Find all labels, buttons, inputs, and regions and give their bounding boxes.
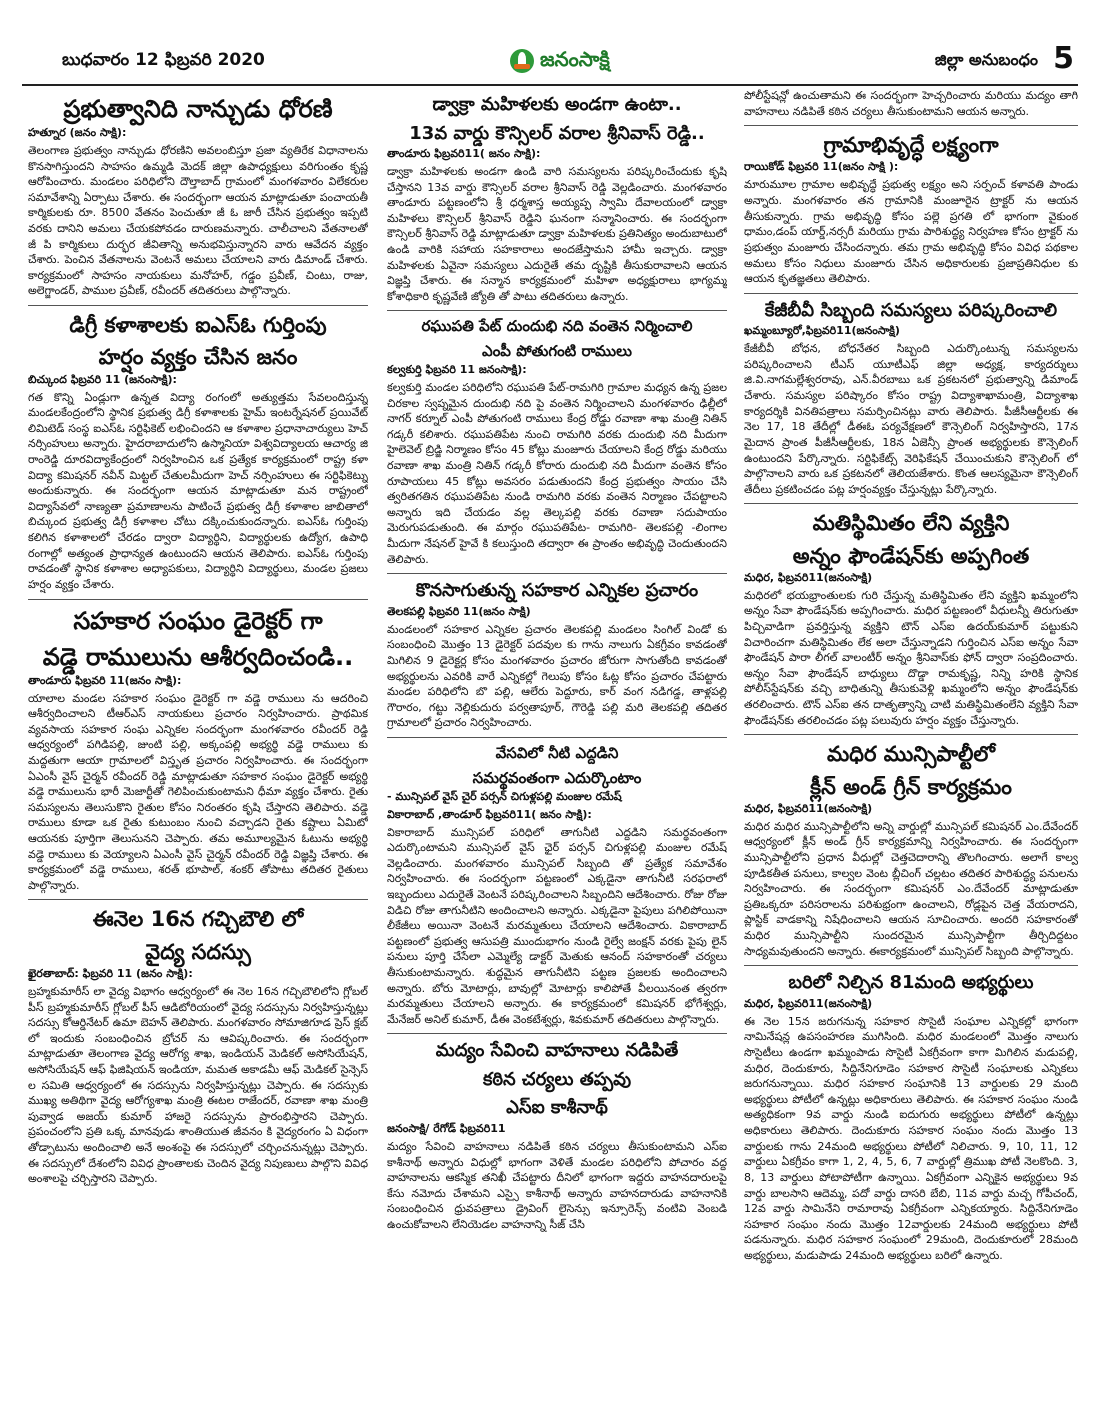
article-body: మధిరలో భయభ్రాంతులకు గురి చేస్తున్న మతిస్థిమితం లేని వ్యక్తిని ఖమ్మంలోని అన్నం సేవా ఫౌండేషన్‌కు అప్పగించారు. మధిర పట్టణంలో వీధులన్నీ తిరుగుతూ పిచ్చివాడిగా ప్రవర్తిస్తున్న వ్యక్తిని టౌన్ ఎస్ఐ ఉదయ్‌కుమార్ పట్టుకుని విచారించగా మతిస్థిమితం లేక అలా చేస్తున్నాడని గుర్తించిన ఎస్ఐ అన్నం సేవా ఫౌండేషన్ పారా లీగల్ వాలంటీర్ అన్నం శ్రీనివాస్‌కు ఫోన్ ద్వారా సంప్రదించారు. అన్నం సేవా ఫౌండేషన్ బాధ్యులు దొడ్డా రామకృష్ణ, నిన్ని హరికి స్థానిక పోలీస్‌స్టేషన్‌కు వచ్చి బాధితున్ని తీసుకువెళ్లి ఖమ్మంలోని అన్నం ఫౌండేషన్‌కు తరలించారు. టౌన్ ఎస్ఐ తన దాతృత్వాన్ని చాటి మతిస్థిమితంలేని వ్యక్తిని సేవా ఫౌండేషన్‌కు తరలించడం పట్ల పలువురు హర్షం వ్యక్తం చేస్తున్నారు. xyxy=(744,588,1078,727)
article-dateline: ఖమ్మంబ్యూరో,ఫిబ్రవరి11(జనంసాక్షి) xyxy=(744,324,900,338)
article-body: కల్వకుర్తి మండల పరిధిలోని రఘుపతి పేట్-రామగిరి గ్రామాల మధ్యన ఉన్న ప్రజల చిరకాల స్వప్నమైన దుందుభి నది పై వంతెన నిర్మించాలని మంగళవారం ఢిల్లీలో నాగర్ కర్నూల్ ఎంపీ పోతుగంటి రాములు కేంద్ర రోడ్డు రవాణా శాఖ మంత్రి నితిన్ గడ్కరీ కలిశారు. రఘుపతిపేట నుంచి రామగిరి వరకు దుందుభి నది మీదుగా హైలెవెల్ బ్రిడ్జి నిర్మాణం కోసం 45 కోట్లు మంజూరు చేయాలని కేంద్ర రోడ్డు మరియు రవాణా శాఖ మంత్రి నితిన్ గడ్కరీ కోరారు దుందుభి నది మీదుగా వంతెన కోసం రూపాయలు 45 కోట్లు అవసరం పడుతుందని కేంద్ర ప్రభుత్వం సాయం చేసి త్వరితగతిన రఘుపతిపేట నుండి రామగిరి వరకు వంతెన నిర్మాణం చేపట్టాలని అన్నారు ఇది చేయడం వల్ల తెల్కపల్లి వరకు రవాణా సదుపాయం మెరుగుపడుతుంది. ఈ మార్గం రఘుపతిపేట- రామగిరి- తెలకపల్లి -లింగాల మీదుగా నేషనల్ హైవే కి కలుస్తుంది తద్వారా ఈ ప్రాంతం అభివృద్ధి చెందుతుందని తెలిపారు. xyxy=(387,380,727,566)
article-body-continued: పోలీస్టేషన్లో ఉంచుతామని ఈ సందర్భంగా హెచ్చరించారు మరియు మద్యం తాగి వాహనాలు నడిపితే కఠిన చర్యలు తీసుకుంటామని ఆయన అన్నారు. xyxy=(744,89,1078,118)
article-divider xyxy=(387,1033,727,1034)
article-dateline: ఖైరతాబాద్: ఫిబ్రవరి 11 (జనం సాక్షి): xyxy=(28,966,193,980)
article-headline: కేజీబీవీ సిబ్బంది సమస్యలు పరిష్కరించాలి xyxy=(764,299,1058,321)
article-dateline: కల్వకుర్తి ఫిబ్రవరి 11 జనంసాక్షి): xyxy=(387,362,527,376)
article-headline: మద్యం సేవించి వాహనాలు నడిపితే xyxy=(435,1040,679,1062)
article-dateline: మధిర, ఫిబ్రవరి11(జనంసాక్షి) xyxy=(744,996,873,1010)
article-divider xyxy=(28,599,368,600)
section-name: జిల్లా అనుబంధం xyxy=(934,50,1038,69)
article-body: కేజీబీవీ బోధన, బోధనేతర సిబ్బంది ఎదుర్కొంటున్న సమస్యలను పరిష్కరించాలని టీఎస్ యూటీఎఫ్ జిల్లా అధ్యక్ష, కార్యదర్శులు జి.వి.నాగమల్లేశ్వరరావు, ఎన్.వీరబాబు ఒక ప్రకటనలో ప్రభుత్వాన్ని డిమాండ్ చేశారు. సమస్యల పరిష్కారం కోసం రాష్ట్ర విద్యాశాఖామంత్రి, విద్యాశాఖ కార్యదర్శికి వినతిపత్రాలు సమర్పించినట్లు వారు తెలిపారు. పీజీసీఆర్టీలకు ఈ నెల 17, 18 తేదీల్లో డీఈఓ పర్యవేక్షణలో కౌన్సెలింగ్ నిర్వహిస్తారని, 17న మైదాన ప్రాంత పీజీసీఆర్టీలకు, 18న ఏజెన్సీ ప్రాంత అభ్యర్థులకు కౌన్సెలింగ్ ఉంటుందని పేర్కొన్నారు. సర్టిఫికేట్స్ వెరిఫికేషన్ చేయించుకుని కౌన్సెలింగ్ లో పాల్గొనాలని వారు ఒక ప్రకటనలో తెలియజేశారు. కొంత ఆలస్యమైనా కౌన్సెలింగ్ తేదీలు ప్రకటించడం పట్ల హర్షంవ్యక్తం చేస్తున్నట్లు పేర్కొన్నారు. xyxy=(744,342,1078,496)
article-headline: కొనసాగుతున్న సహకార ఎన్నికల ప్రచారం xyxy=(415,580,699,602)
article-divider xyxy=(744,734,1078,735)
article-dateline: మధిర, ఫిబ్రవరి11(జనంసాక్షి) xyxy=(744,570,873,584)
article-headline: క్లీన్ అండ్ గ్రీన్ కార్యక్రమం xyxy=(810,774,1012,799)
article-dateline: తాండూరు ఫిబ్రవరి 11(జనం సాక్షి): xyxy=(28,673,182,687)
article-divider xyxy=(744,965,1078,966)
article-dateline: తెలకపల్లి ఫిబ్రవరి 11(జనం సాక్షి) xyxy=(387,604,531,618)
article-columns xyxy=(22,88,1078,1406)
article-headline: వేసవిలో నీటి ఎద్దడిని xyxy=(495,744,619,763)
article-body: మధిర మధిర మున్సిపాల్టీలోని అన్ని వార్డుల్లో మున్సిపల్ కమిషనర్ ఎం.దేవేందర్ ఆధ్వర్యంలో క్లీన్ అండ్ గ్రీన్ కార్యక్రమాన్ని నిర్వహించారు. ఈ సందర్భంగా మున్సిపాల్టీలోని ప్రధాన వీధుల్లో చెత్తచెదారాన్ని తొలగించారు. అలాగే కాల్వ పూడికతీత పనులు, కాల్వల వెంట బ్లీచింగ్ చల్లటం తదితర పారిశుద్ధ్య పనులను నిర్వహించారు. ఈ సందర్భంగా కమిషనర్ ఎం.దేవేందర్ మాట్లాడుతూ ప్రతిఒక్కరూ పరిసరాలను పరిశుభ్రంగా ఉంచాలని, రోడ్లపైన చెత్త వేయరాదని, ప్లాస్టిక్ వాడకాన్ని నిషేధించాలని ఆయన సూచించారు. అందరి సహకారంతో మధిర మున్సిపాల్టీని సుందరమైన మున్సిపాల్టీగా తీర్చిదిద్దటం సాధ్యమవుతుందని అన్నారు. ఈకార్యక్రమంలో మున్సిపల్ సిబ్బంది పాల్గొన్నారు. xyxy=(744,819,1078,958)
article-dateline: హత్నూర (జనం సాక్షి): xyxy=(28,126,127,139)
page-number: 5 xyxy=(1053,41,1074,76)
brand xyxy=(510,44,660,78)
article-headline: సమర్థవంతంగా ఎదుర్కొంటాం xyxy=(472,768,642,787)
article-body: యాలాల మండల సహకార సంఘం డైరెక్టర్ గా వడ్డె రాములు ను ఆదరించి ఆశీర్వదించాలని టీఆర్ఎస్ నాయకులు ప్రచారం నిర్వహించారు. ప్రాథమిక వ్యవసాయ సహకార సంఘ ఎన్నికల సందర్భంగా మంగళవారం రవీందర్ రెడ్డి ఆధ్వర్యంలో పగిడిపల్లి, జుంటి పల్లి, అక్కంపల్లి అభ్యర్థి వడ్డె రాములు కు మద్దతుగా ఆయా గ్రామాలలో విస్తృత ప్రచారం నిర్వహించారు. ఈ సందర్భంగా ఏఎంసీ వైస్ చైర్మన్ రవీందర్ రెడ్డి మాట్లాడుతూ సహకార సంఘం డైరెక్టర్ అభ్యర్థి వడ్డె రాములును భారీ మెజార్టీతో గెలిపించుకుంటామని ధీమా వ్యక్తం చేశారు. రైతు సమస్యలను తెలుసుకొని రైతుల కోసం నిరంతరం కృషి చేస్తారని తెలిపారు. వడ్డె రాములు కూడా ఒక రైతు కుటుంబం నుంచి వచ్చాడని రైతు కష్టాలు ఏమిటో ఆయనకు పూర్తిగా తెలుసునని చెప్పారు. తమ అమూల్యమైన ఓటును అభ్యర్థి వడ్డె రాములు కు వెయ్యాలని ఏఎంసీ వైస్ చైర్మన్ రవీందర్ రెడ్డి విజ్ఞప్తి చేశారు. ఈ కార్యక్రమంలో వడ్డె రాములు, శరత్ భూపాల్, శంకర్ తోపాటు తదితర రైతులు పాల్గొన్నారు. xyxy=(28,691,368,892)
article-body: డ్వాక్రా మహిళలకు అండగా ఉండి వారి సమస్యలను పరిష్కరించేందుకు కృషి చేస్తానని 13వ వార్డు కౌన్సిలర్ వరాల శ్రీనివాస్ రెడ్డి వెల్లడించారు. మంగళవారం తాండూరు పట్టణంలోని శ్రీ ధర్మశాస్త అయ్యప్ప స్వామి దేవాలయంలో డ్వాక్రా మహిళలు కౌన్సిలర్ శ్రీనివాస్ రెడ్డిని ఘనంగా సన్మానించారు. ఈ సందర్భంగా కౌన్సిలర్ శ్రీనివాస్ రెడ్డి మాట్లాడుతూ డ్వాక్రా మహిళలకు ప్రతినిత్యం అందుబాటులో ఉండి వారికి సహాయ సహకారాలు అందజేస్తామని హామీ ఇచ్చారు. డ్వాక్రా మహిళలకు ఏవైనా సమస్యలు ఎదురైతే తమ దృష్టికి తీసుకురావాలని ఆయన విజ్ఞప్తి చేశారు. ఈ సన్మాన కార్యక్రమంలో మహిళా అధ్యక్షురాలు భాగ్యమ్మ కోశాధికారి కృష్ణవేణి జ్యోతి తో పాటు తదితరులు ఉన్నారు. xyxy=(387,165,727,303)
article-dateline: బిచ్కుంద ఫిబ్రవరి 11 (జనంసాక్షి): xyxy=(28,372,177,386)
article-dateline: రాయికోడ్ ఫిబ్రవరి 11(జనం సాక్షి ): xyxy=(744,160,899,174)
article-body: బ్రహ్మకుమారీస్ లా వైద్య విభాగం ఆధ్వర్యంలో ఈ నెల 16న గచ్చిబౌలిలోని గ్లోబల్ పీస్ బ్రహ్మకుమారీస్ గ్లోబల్ పీస్ ఆడిటోరియంలో వైద్య సదస్సును నిర్వహిస్తున్నట్లు సదస్సు కోఆర్డినేటర్ ఉమా బెహన్ తెలిపారు. మంగళవారం సోమాజిగూడ ప్రెస్ క్లబ్ లో ఇందుకు సంబంధించిన బ్రోచర్ ను ఆవిష్కరించారు. ఈ సందర్భంగా మాట్లాడుతూ తెలంగాణ వైద్య ఆరోగ్య శాఖ, ఇండియన్ మెడికల్ అసోసియేషన్, అసోసియేషన్ ఆఫ్ ఫిజిషియన్ ఇండియా, మమత అకాడమీ ఆఫ్ మెడికల్ సైన్సెస్ ల సమితి ఆధ్వర్యంలో ఈ సదస్సును నిర్వహిస్తున్నట్లు చెప్పారు. ఈ సదస్సుకు ముఖ్య అతిథిగా వైద్య ఆరోగ్యశాఖ మంత్రి ఈటల రాజేందర్, రవాణా శాఖ మంత్రి పువ్వాడ అజయ్ కుమార్ హాజరై సదస్సును ప్రారంభిస్తారని చెప్పారు. ప్రపంచంలోని ప్రతి ఒక్క మానవుడు శాంతియుత జీవనం కి వైద్యరంగం ఏ విధంగా తోడ్పాటును అందించాలి అనే అంశంపై ఈ సదస్సులో చర్చించనున్నట్లు చెప్పారు. ఈ సదస్సులో దేశంలోని వివిధ ప్రాంతాలకు చెందిన వైద్య నిపుణులు పాల్గొని వివిధ అంశాలపై చర్చిస్తారని చెప్పారు. xyxy=(28,984,368,1186)
article-headline: 13వ వార్డు కౌన్సిలర్ వరాల శ్రీనివాస్ రెడ్డి.. xyxy=(409,122,705,144)
article-dateline: తాండూరు ఫిబ్రవరి11( జనం సాక్షి): xyxy=(387,147,541,160)
article-divider xyxy=(387,310,727,311)
article-kicker: డ్వాక్రా మహిళలకు అండగా ఉంటా.. xyxy=(432,94,682,115)
article-body: మండలంలో సహకార ఎన్నికల ప్రచారం తెలకపల్లి మండలం సింగిల్ విండో కు సంబంధించి మొత్తం 13 డైరెక్టర్ పదవుల కు గాను నాలుగు ఏకగ్రీవం కావడంతో మిగిలిన 9 డైరెక్టర్ల కోసం మంగళవారం ప్రచారం జోరుగా సాగుతోంది కావడంతో అభ్యర్థులను ఎవరికి వారే ఎన్నికల్లో గెలుపు కోసం ఓట్ల కోసం ప్రచారం చేపట్టారు మండల పరిధిలోని బొ పల్లి, ఆలేరు పెద్దూరు, కార్ వంగ నడిగడ్డ, తాళ్లపల్లి గౌరారం, గట్టు నెల్లికుదురు పర్వతాపూర్, గౌరెడ్డి పల్లి మరి తెలకపల్లి తదితర గ్రామాలలో ప్రచారం నిర్వహించారు. xyxy=(387,622,727,730)
brand-name: జనంసాక్షి xyxy=(540,46,610,71)
janamsakshi-logo-icon xyxy=(510,49,534,73)
article-headline: మతిస్థిమితం లేని వ్యక్తిని xyxy=(812,511,1010,536)
article-divider xyxy=(744,293,1078,294)
article-dateline: మధిర, ఫిబ్రవరి11(జనంసాక్షి) xyxy=(744,801,873,815)
article-body: వికారాబాద్ మున్సిపల్ పరిధిలో తాగునీటి ఎద్దడిని సమర్థవంతంగా ఎదుర్కొంటామని మున్సిపల్ వైస్ ఛైర్ పర్సన్ చిగుళ్లపల్లి మంజుల రమేష్ వెల్లడించారు. మంగళవారం మున్సిపల్ సిబ్బంది తో ప్రత్యేక సమావేశం నిర్వహించారు. ఈ సందర్భంగా పట్టణంలో ఎక్కడైనా తాగునీటి సరఫరాలో ఇబ్బందులు ఎదురైతే వెంటనే పరిష్కరించాలని సిబ్బందిని ఆదేశించారు. రోజు రోజు విడిచి రోజు తాగునీటిని అందించాలని అన్నారు. ఎక్కడైనా పైపులు పగిలిపోయినా లీకేజీలు అయినా వెంటనే మరమ్మతులు చేయాలని ఆదేశించారు. వికారాబాద్ పట్టణంలో ప్రభుత్వ ఆసుపత్రి ముందుభాగం నుండి రైల్వే జంక్షన్ వరకు పైపు లైన్ పనులు పూర్తి చేసేలా ఎమ్మెల్యే డాక్టర్ మెతుకు ఆనంద్ సహకారంతో చర్యలు తీసుకుంటామన్నారు. శుద్ధమైన తాగునీటిని పట్టణ ప్రజలకు అందించాలని అన్నారు. బోరు మోటార్లు, బావుల్లో మోటార్లు కాలిపోతే వీలయినంత త్వరగా మరమ్మతులు చేయాలని అన్నారు. ఈ కార్యక్రమంలో కమిషనర్ భోగేశ్వర్లు, మేనేజర్ అనిల్ కుమార్, డీఈ వెంకటేశ్వర్లు, శివకుమార్ తదితరులు పాల్గొన్నారు. xyxy=(387,825,727,1026)
article-headline: ప్రభుత్వానిది నాన్చుడు ధోరణి xyxy=(63,95,333,123)
article-dateline: జనంసాక్షి/ రేగోడ్ ఫిబ్రవరి11 xyxy=(387,1121,506,1135)
article-divider xyxy=(28,899,368,900)
article-divider xyxy=(744,503,1078,504)
article-headline: బరిలో నిల్చిన 81మంది అభ్యర్థులు xyxy=(788,972,1034,994)
article-headline: ఈనెల 16న గచ్చిబౌలి లో xyxy=(92,907,304,932)
issue-date: బుధవారం 12 ఫిబ్రవరి 2020 xyxy=(62,50,265,70)
article-headline: ఎస్ఐ కాశీనాథ్ xyxy=(506,1097,608,1119)
article-divider xyxy=(387,737,727,738)
article-body: తెలంగాణ ప్రభుత్వం నాన్చుడు ధోరణిని అవలంబిస్తూ ప్రజా వ్యతిరేక విధానాలను కొనసాగిస్తుందని సాహసం ఉమ్మడి మెదక్ జిల్లా ఉపాధ్యక్షులు వరిగుంతం కృష్ణ ఆరోపించారు. మండలం పరిధిలోని దౌల్తాబాద్ గ్రామంలో మంగళవారం విలేకరుల సమావేశాన్ని ఏర్పాటు చేశారు. ఈ సందర్భంగా ఆయన మాట్లాడుతూ పంచాయతీ కార్మికులకు రూ. 8500 వేతనం పెంచుతూ జీ ఓ జారీ చేసిన ప్రభుత్వం ఇప్పటి వరకు దానిని అమలు చేయకపోవడం దారుణమన్నారు. చాలీచాలని వేతనాలతో జీ పి కార్మికులు దుర్భర జీవితాన్ని అనుభవిస్తున్నారని వారు ఆవేదన వ్యక్తం చేశారు. పెంచిన వేతనాలను వెంటనే అమలు చేయాలని వారు డిమాండ్ చేశారు. కార్యక్రమంలో సాహసం నాయకులు మనోహర్, గడ్డం ప్రవీణ్, చింటు, రాజు, అలెగ్జాండర్, పాముల ప్రవీణ్, రవీందర్ తదితరులు పాల్గొన్నారు. xyxy=(28,144,368,298)
article-headline: మధిర మున్సిపాల్టీలో xyxy=(826,742,996,767)
article-body: మారుమూల గ్రామాల అభివృద్ధే ప్రభుత్వ లక్ష్యం అని సర్పంచ్ కళావతి పాండు అన్నారు. మంగళవారం తన గ్రామానికి మంజూరైన ట్రాక్టర్ ను ఆయన తీసుకున్నారు. గ్రామ అభివృద్ధి కోసం పల్లె ప్రగతి లో భాగంగా వైకుంఠ ధామం,డంప్ యార్డ్,నర్సరీ మరియు గ్రామ పారిశుద్ధ్య నిర్వహణ కోసం ట్రాక్టర్ ను ప్రభుత్వం మంజూరు చేసిందన్నారు. తమ గ్రామ అభివృద్ధి కోసం వివిధ పథకాల అమలు కోసం నిధులు మంజూరు చేసిన అధికారులకు ప్రజాప్రతినిధుల కు ఆయన కృతజ్ఞతలు తెలిపారు. xyxy=(744,178,1078,286)
article-headline: సహకార సంఘం డైరెక్టర్ గా xyxy=(73,606,323,635)
article-headline: హర్షం వ్యక్తం చేసిన జనం xyxy=(98,345,298,370)
article-headline: వడ్డె రాములును ఆశీర్వదించండి.. xyxy=(42,642,354,671)
article-headline: రఘుపతి పేట్ దుందుభి నది వంతెన నిర్మించాలి xyxy=(421,317,693,336)
article-subhead: - మున్సిపల్ వైస్ చైర్ పర్సన్ చిగుళ్లపల్లి మంజుల రమేష్ xyxy=(387,789,622,803)
masthead xyxy=(22,41,1078,86)
article-headline: వైద్య సదస్సు xyxy=(145,939,251,964)
article-headline: గ్రామాభివృద్ధే లక్ష్యంగా xyxy=(823,133,999,158)
article-body: మద్యం సేవించి వాహనాలు నడిపితే కఠిన చర్యలు తీసుకుంటామని ఎస్ఐ కాశీనాథ్ అన్నారు విధుల్లో భాగంగా వెళితే మండల పరిధిలోని పోచారం వద్ద వాహనాలను ఆకస్మిక తనిఖీ చేపట్టారు దీనిలో భాగంగా ఇద్దరు వాహనదారులపై కేసు నమోదు చేశామని ఎస్సై కాశీనాథ్ అన్నారు వాహనదారుడు వాహనానికి సంబంధించిన ధ్రువపత్రాలు డ్రైవింగ్ లైసెన్సు ఇన్సూరెన్స్ వంటివి వెంబడి ఉంచుకోవాలని లేనియెడల వాహనాన్ని సీజ్ చేసి xyxy=(387,1139,727,1232)
column-2 xyxy=(387,88,727,1406)
article-headline: అన్నం ఫౌండేషన్‌కు అప్పగింత xyxy=(792,543,1030,568)
article-divider xyxy=(387,573,727,574)
article-headline: ఎంపీ పోతుగంటి రాములు xyxy=(482,342,632,361)
article-divider xyxy=(28,305,368,306)
article-divider xyxy=(744,125,1078,126)
article-headline: కఠిన చర్యలు తప్పవు xyxy=(482,1068,632,1090)
article-headline: డిగ్రీ కళాశాలకు ఐఎస్ఓ గుర్తింపు xyxy=(69,313,327,338)
article-body: గత కొన్ని ఏండ్లుగా ఉన్నత విద్యా రంగంలో అత్యుత్తమ సేవలందిస్తున్న మండలకేంద్రంలోని స్థానిక ప్రభుత్వ డిగ్రీ కళాశాలకు హైమ్ ఇంటర్నేషనల్ ప్రయివేట్ లిమిటెడ్ సంస్థ ఐఎస్ఓ సర్టిఫికెట్ లభించిందని ఆ కళాశాల ప్రధానాచార్యులు హెచ్ నర్సింహులు అన్నారు. హైదరాబాదులోని ఉస్మానియా విశ్వవిద్యాలయ ఆచార్య జి రాంరెడ్డి దూరవిద్యాకేంద్రంలో నిర్వహించిన ఒక ప్రత్యేక కార్యక్రమంలో రాష్ట్ర కళా విద్యా కమిషనర్ నవీన్ మిట్టల్ చేతులమీదుగా హెచ్ నర్సింహులు ఈ సర్టిఫికెట్ను అందుకున్నారు. ఈ సందర్భంగా ఆయన మాట్లాడుతూ మన రాష్ట్రంలో విద్యాసేవలో నాణ్యతా ప్రమాణాలను పాటించే ప్రభుత్వ డిగ్రీ కళాశాల జాబితాలో బిచ్కుంద ప్రభుత్వ డిగ్రీ కళాశాల చోటు దక్కించుకుందన్నారు. ఐఎస్ఓ గుర్తింపు కలిగిన కళాశాలలో చేరడం ద్వారా విద్యార్థిని, విద్యార్థులకు ఉద్యోగ, ఉపాధి రంగాల్లో అత్యంత ప్రాధాన్యత ఉంటుందని ఆయన తెలిపారు. ఐఎస్ఓ గుర్తింపు రావడంతో స్థానిక కళాశాల అధ్యాపకులు, విద్యార్థిని విద్యార్థులు, మండల ప్రజలు హర్షం వ్యక్తం చేశారు. xyxy=(28,390,368,591)
column-1 xyxy=(28,88,368,1406)
column-3 xyxy=(744,88,1078,1406)
article-body: ఈ నెల 15న జరుగనున్న సహకార సొసైటీ సంఘాల ఎన్నికల్లో భాగంగా నామినేషన్ల ఉపసంహరణ ముగిసింది. మధిర మండలంలో మొత్తం నాలుగు సొసైటీలు ఉండగా ఖమ్మంపాడు సొసైటీ ఏకగ్రీవంగా కాగా మిగిలిన మడుపల్లి, మధిర, దెందుకూరు, సిద్దినేనిగూడెం సహకార సొసైటీ సంఘాలకు ఎన్నికలు జరుగనున్నాయి. మధిర సహకార సంఘానికి 13 వార్డులకు 29 మంది అభ్యర్థులు పోటీలో ఉన్నట్లు అధికారులు తెలిపారు. ఈ సహకార సంఘం నుండి అత్యధికంగా 9వ వార్డు నుండి ఐదుగురు అభ్యర్థులు పోటీలో ఉన్నట్లు అధికారులు తెలిపారు. దెందుకూరు సహకార సంఘం నందు మొత్తం 13 వార్డులకు గాను 24మంది అభ్యర్థులు పోటీలో నిలిచారు. 9, 10, 11, 12 వార్డులు ఏకగ్రీవం కాగా 1, 2, 4, 5, 6, 7 వార్డుల్లో త్రిముఖ పోటీ నెలకొంది. 3, 8, 13 వార్డులు పోటాపోటీగా ఉన్నాయి. ఏకగ్రీవంగా ఎన్నికైన అభ్యర్థులు 9వ వార్డు బాలసాని ఆదెమ్మ, పదో వార్డు దాసరి బేబి, 11వ వార్డు మచ్చ గోపీచంద్, 12వ వార్డు సామినేని రామారావు ఏకగ్రీవంగా ఎన్నికయ్యారు. సిద్దినేనిగూడెం సహకార సంఘం నందు మొత్తం 12వార్డులకు 24మంది అభ్యర్థులు పోటీ పడనున్నారు. మధిర సహకార సంఘంలో 29మంది, దెందుకూరులో 28మంది అభ్యర్థులు, మడుపాడు 24మంది అభ్యర్థులు బరిలో ఉన్నారు. xyxy=(744,1014,1078,1262)
article-dateline: వికారాబాద్ ,తాండూర్ ఫిబ్రవరి11( జనం సాక్షి): xyxy=(387,807,592,821)
